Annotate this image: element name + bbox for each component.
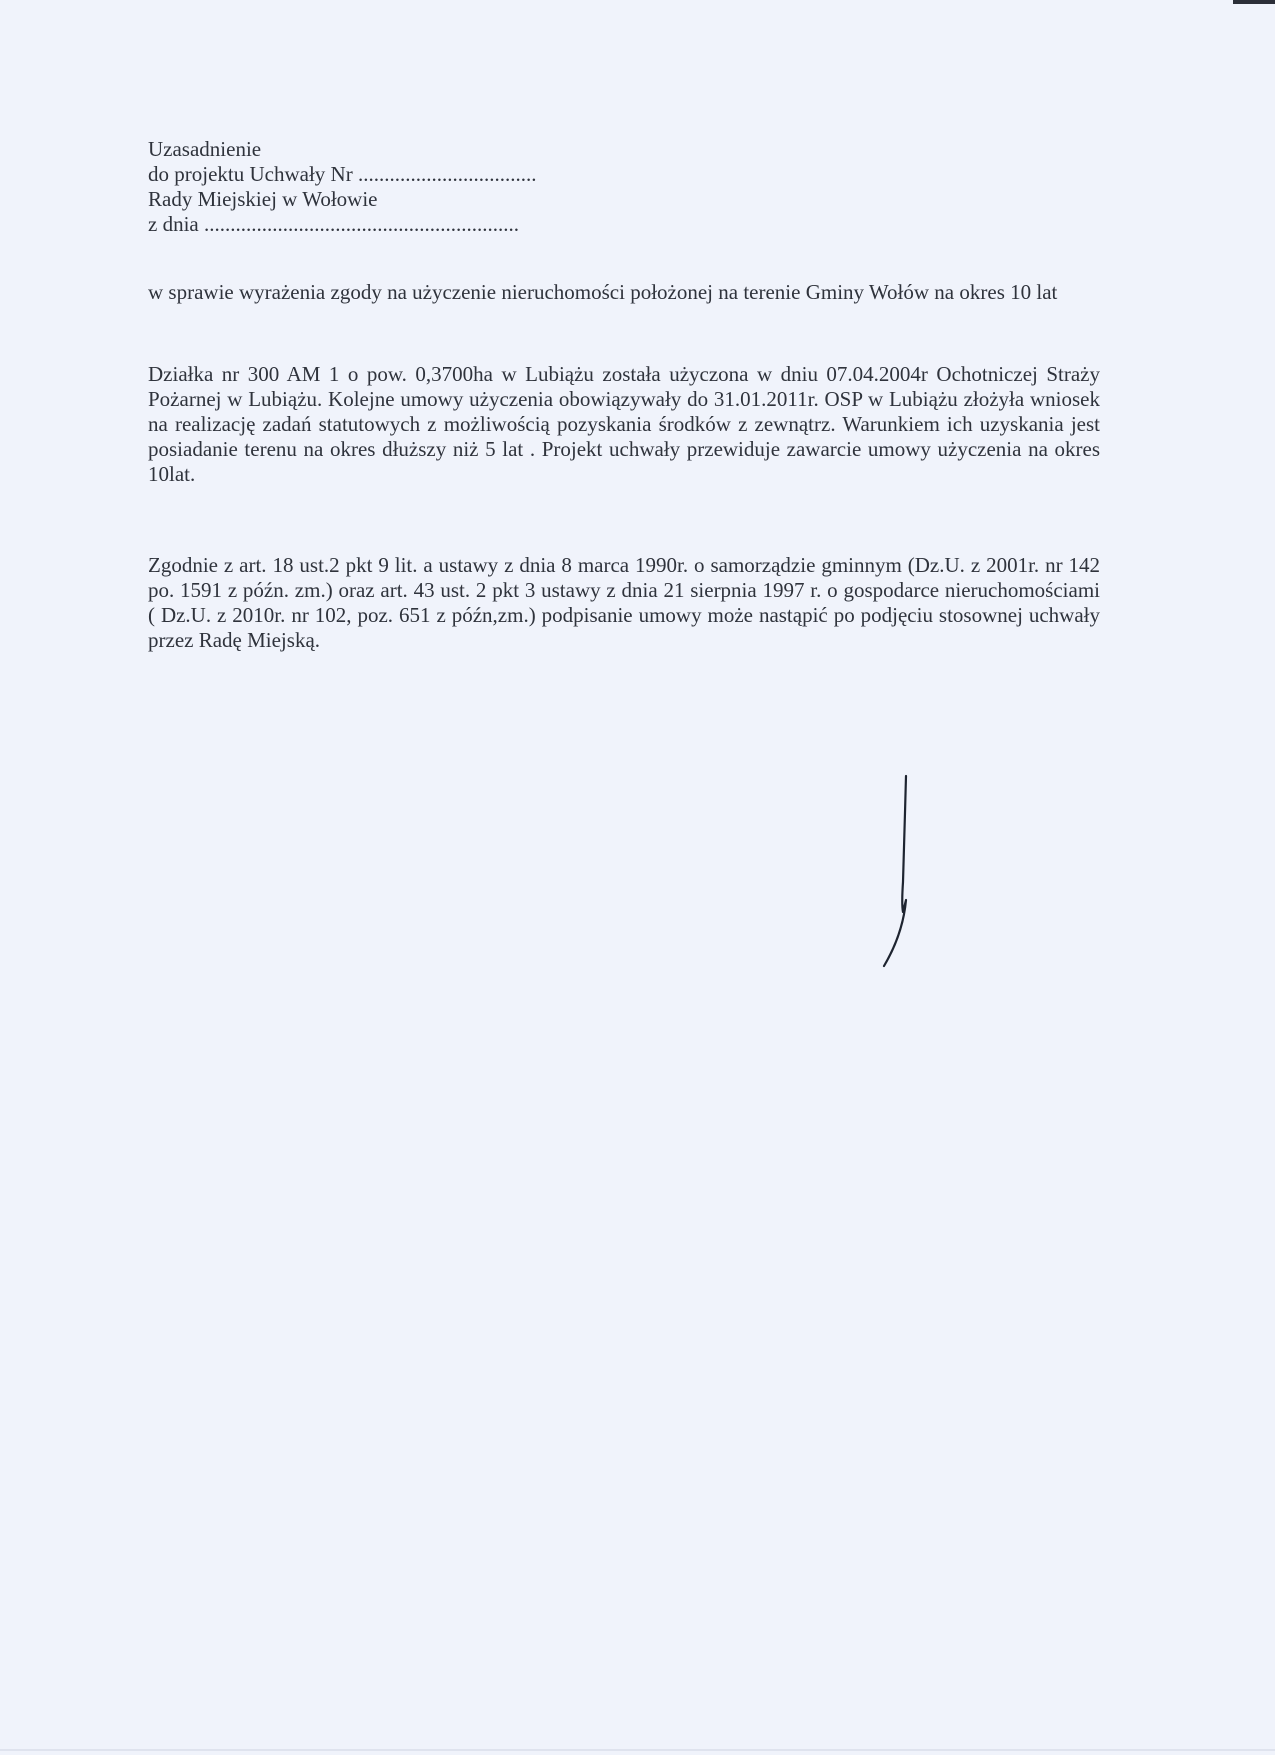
justification-paragraph-1: Działka nr 300 AM 1 o pow. 0,3700ha w Lubiążu została użyczona w dniu 07.04.2004r Ochotniczej Straży Pożarnej w Lubiążu. Kolejne umowy użyczenia obowiązywały do 31.01.2011r. OSP w Lubiążu złożyła wniosek na realizację zadań statutowych z możliwością pozyskania środków z zewnątrz. Warunkiem ich uzyskania jest posiadanie terenu na okres dłuższy niż 5 lat . Projekt uchwały przewiduje zawarcie umowy użyczenia na okres 10lat. bbox=[148, 362, 1100, 486]
document-subject: w sprawie wyrażenia zgody na użyczenie nieruchomości położonej na terenie Gminy Wołów na okres 10 lat bbox=[148, 280, 1058, 304]
justification-paragraph-2: Zgodnie z art. 18 ust.2 pkt 9 lit. a ustawy z dnia 8 marca 1990r. o samorządzie gminnym (Dz.U. z 2001r. nr 142 po. 1591 z późn. zm.) oraz art. 43 ust. 2 pkt 3 ustawy z dnia 21 sierpnia 1997 r. o gospodarce nieruchomościami ( Dz.U. z 2010r. nr 102, poz. 651 z późn,zm.) podpisanie umowy może nastąpić po podjęciu stosownej uchwały przez Radę Miejską. bbox=[148, 553, 1100, 652]
document-header bbox=[148, 137, 536, 237]
header-title: Uzasadnienie bbox=[148, 137, 262, 161]
handwritten-signature bbox=[862, 772, 922, 972]
scan-bottom-line bbox=[0, 1749, 1275, 1751]
header-date: z dnia ............................................................ bbox=[148, 212, 519, 236]
header-council: Rady Miejskiej w Wołowie bbox=[148, 187, 378, 211]
header-resolution-number: do projektu Uchwały Nr .................................. bbox=[148, 162, 537, 186]
scan-edge-mark bbox=[1233, 0, 1275, 4]
